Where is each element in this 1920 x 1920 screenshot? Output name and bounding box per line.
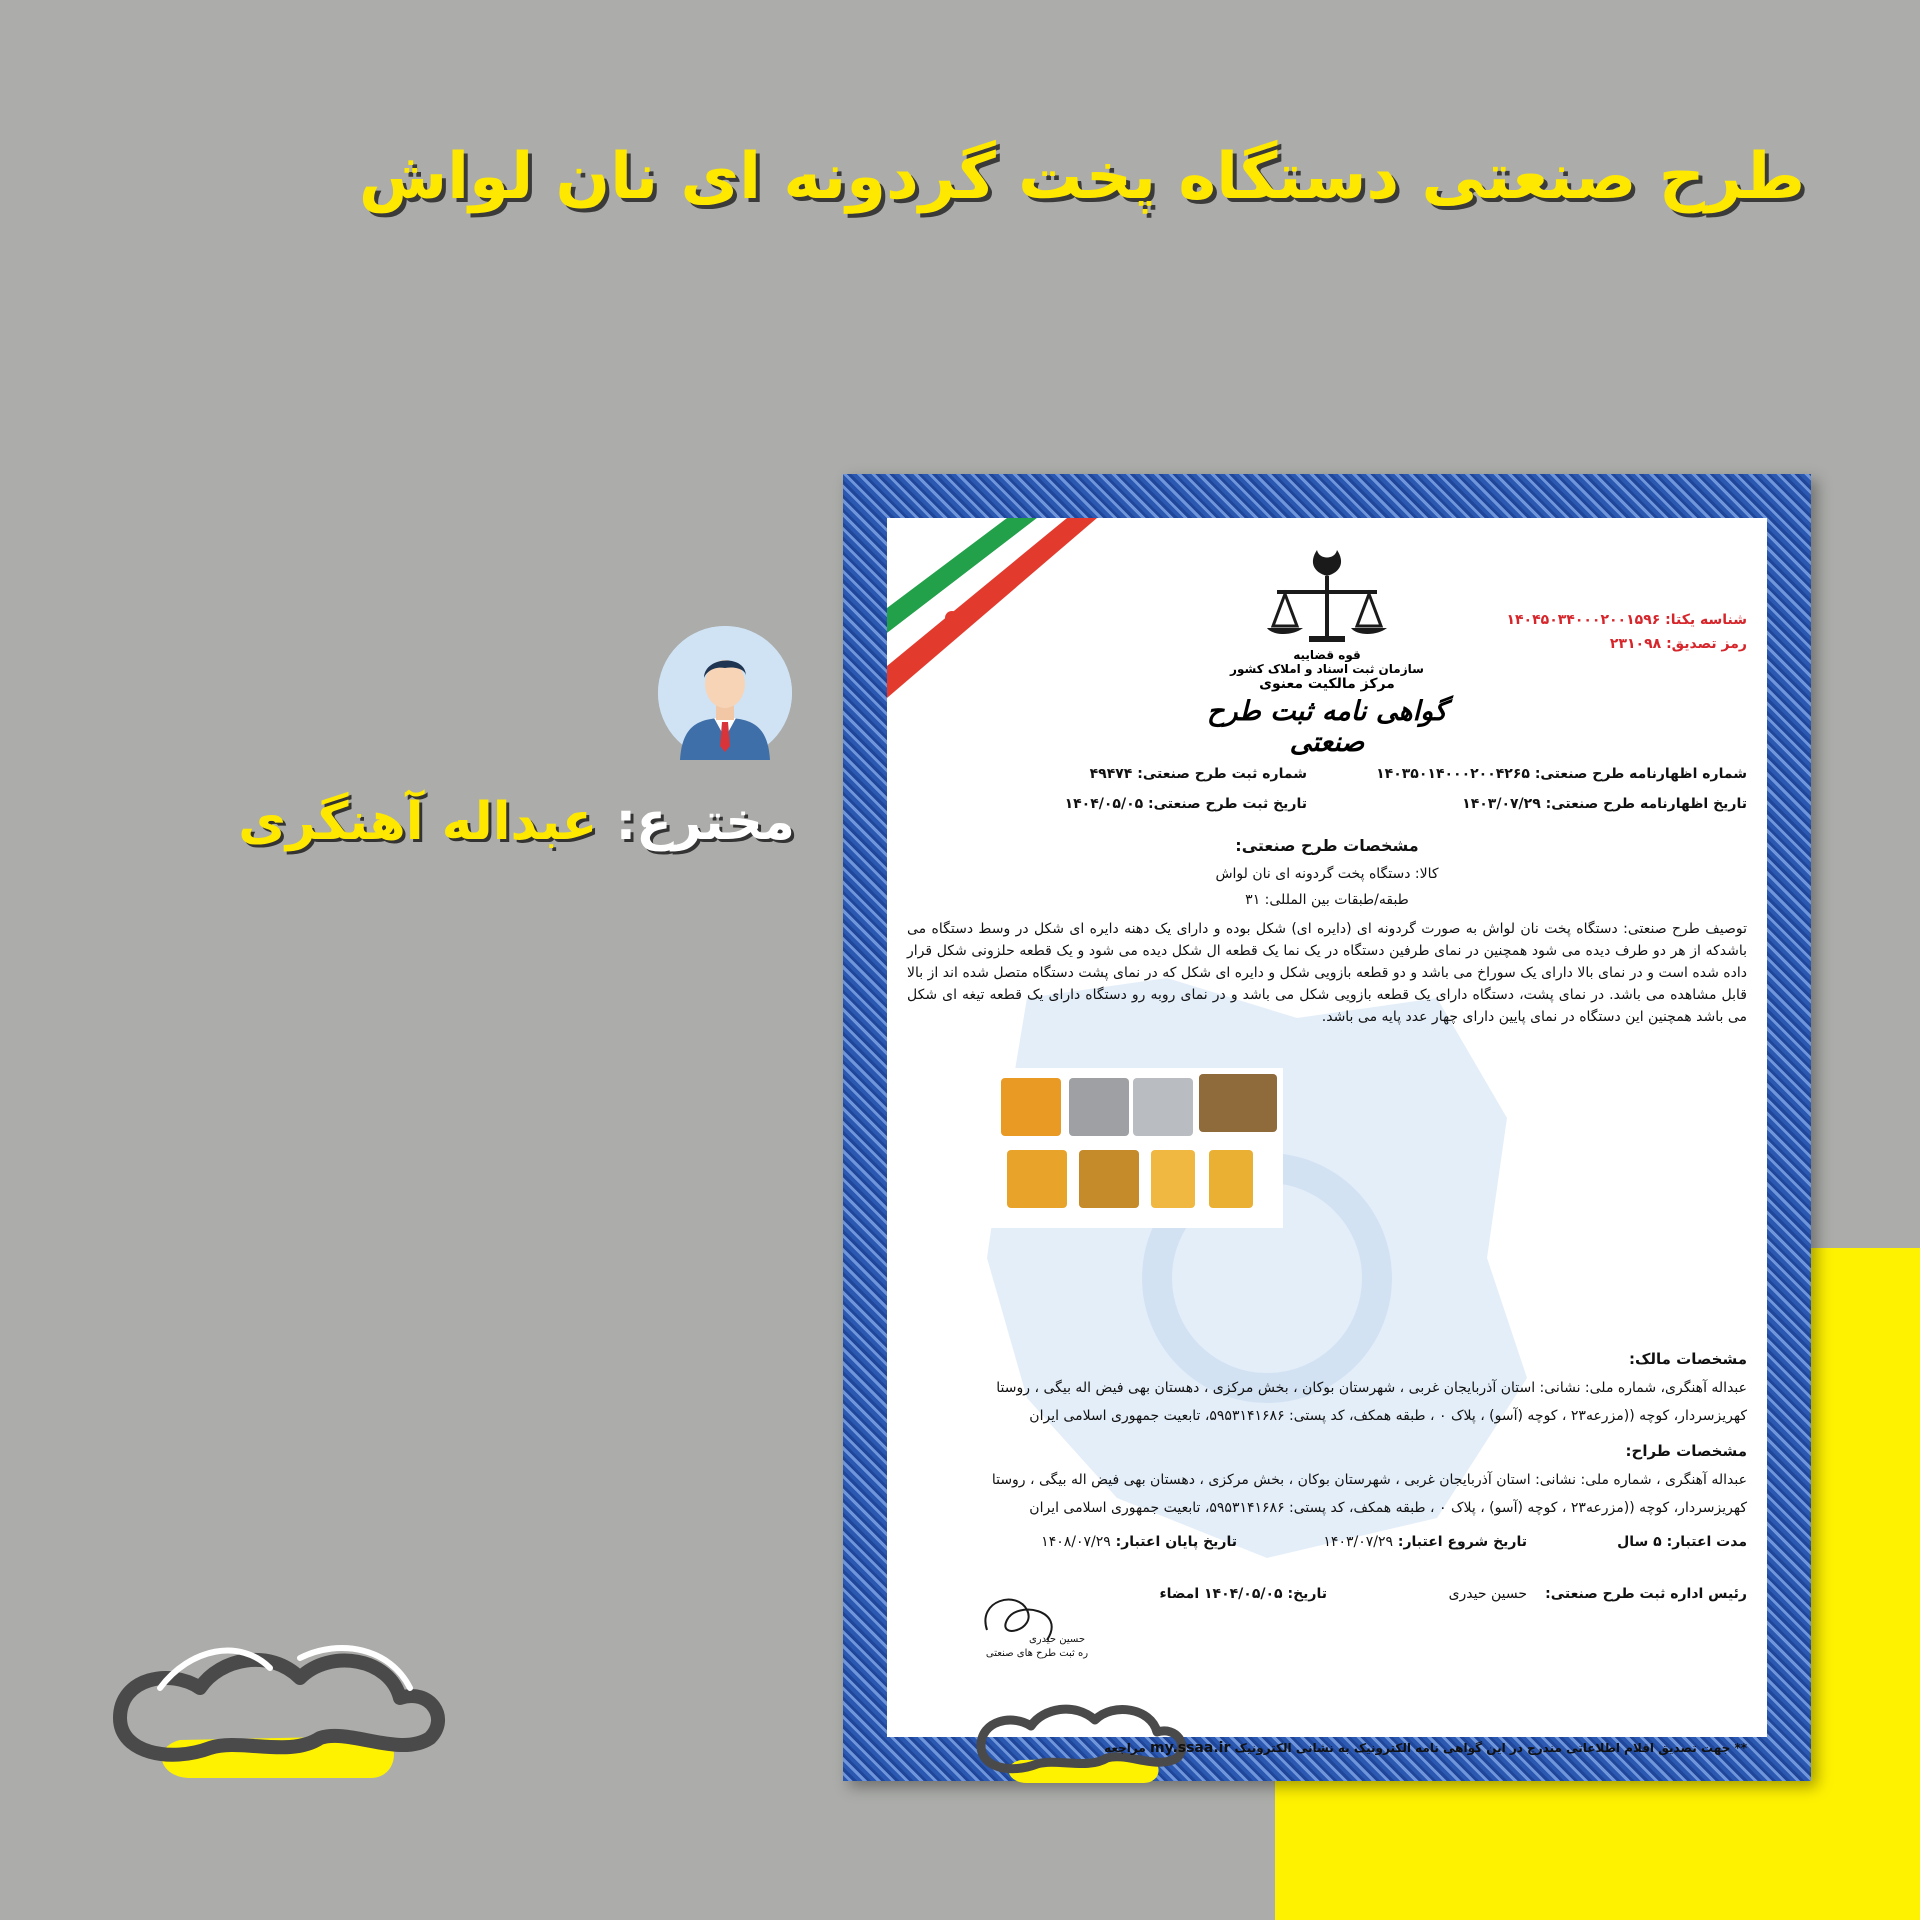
validity-label: مدت اعتبار: <box>1666 1534 1747 1550</box>
validity-end-row <box>1041 1534 1237 1550</box>
registration-date-label: تاریخ ثبت طرح صنعتی: <box>1148 796 1307 812</box>
declaration-date-value: ۱۴۰۳/۰۷/۲۹ <box>1462 796 1541 812</box>
iran-flag-icon <box>887 518 1107 748</box>
org-line-2: سازمان ثبت اسناد و املاک کشور <box>1230 662 1424 676</box>
declaration-date-row <box>1462 796 1747 812</box>
unique-id-label: شناسه یکتا: <box>1665 612 1747 628</box>
machine-photo <box>1133 1078 1193 1136</box>
footnote-end: مراجعه <box>1104 1741 1146 1755</box>
registration-date-row <box>1065 796 1307 812</box>
validity-start-label: تاریخ شروع اعتبار: <box>1397 1534 1527 1550</box>
registration-no-value: ۴۹۴۷۴ <box>1089 766 1133 782</box>
validity-end-label: تاریخ پایان اعتبار: <box>1115 1534 1237 1550</box>
owner-line-1: عبداله آهنگری، شماره ملی: نشانی: استان آذربایجان غربی ، شهرستان بوکان ، بخش مرکزی ، دهستان بهی فیض اله بیگی ، روستا <box>996 1380 1747 1396</box>
org-line-3: مرکز مالکیت معنوی <box>1259 676 1395 692</box>
inventor-line <box>95 792 795 852</box>
declaration-date-label: تاریخ اظهارنامه طرح صنعتی: <box>1545 796 1747 812</box>
machine-photo <box>1001 1078 1061 1136</box>
designer-heading: مشخصات طراح: <box>1625 1442 1747 1460</box>
declaration-no-value: ۱۴۰۳۵۰۱۴۰۰۰۲۰۰۴۲۶۵ <box>1376 766 1530 782</box>
head-of-office-name: حسین حیدری <box>1448 1586 1527 1602</box>
validity-value: ۵ سال <box>1617 1534 1662 1550</box>
org-line-1: قوه قضاییه <box>1293 648 1361 662</box>
page-title: طرح صنعتی دستگاه پخت گردونه ای نان لواش <box>358 140 1805 214</box>
footnote-text: ** جهت تصدیق اقلام اطلاعاتی مندرج در این گواهی نامه الکترونیک به نشانی الکترونیک <box>1234 1741 1747 1755</box>
signing-date-value: ۱۴۰۴/۰۵/۰۵ <box>1204 1586 1283 1602</box>
certificate <box>843 474 1811 1781</box>
machine-photo <box>1199 1074 1277 1132</box>
inventor-label: مخترع: <box>615 792 795 852</box>
brand-logo-icon <box>100 1628 460 1808</box>
signature-title: ره ثبت طرح های صنعتی <box>985 1648 1089 1659</box>
footnote-url: my.ssaa.ir <box>1150 1740 1231 1756</box>
signature-icon <box>947 1590 1127 1670</box>
machine-photo <box>1007 1150 1067 1208</box>
designer-line-1: عبداله آهنگری ، شماره ملی: نشانی: استان آذربایجان غربی ، شهرستان بوکان ، بخش مرکزی ، دهستان بهی فیض اله بیگی ، روستا <box>991 1472 1747 1488</box>
designer-line-2: کهریزسردار، کوچه ((مزرعه۲۳ ، کوچه (آسو) ، پلاک ۰ ، طبقه همکف، کد پستی: ۵۹۵۳۱۴۱۶۸۶، تابعیت جمهوری اسلامی ایران <box>1029 1500 1747 1516</box>
verify-code-row <box>1610 636 1747 652</box>
verify-code-value: ۲۳۱۰۹۸ <box>1609 636 1662 652</box>
validity-start-row <box>1323 1534 1527 1550</box>
specs-heading: مشخصات طرح صنعتی: <box>1235 836 1419 855</box>
unique-id-row <box>1506 612 1747 628</box>
signing-date-label: تاریخ: <box>1287 1586 1327 1602</box>
design-description: توصیف طرح صنعتی: دستگاه پخت نان لواش به صورت گردونه ای (دایره ای) شکل بوده و دارای یک دهنه دایره ای شکل در وسط دستگاه می باشدکه از هر دو طرف دیده می شود همچنین در نمای طرفین دستگاه در یک نما یک قطعه ال شکل دیده می شود و یک قطعه حلزونی شکل قرار داده شده است و در نمای بالا دارای یک سوراخ می باشد و دو قطعه بازویی شکل و دایره ای شکل که در نمای پشت دستگاه متصل شده اند از بالا قابل مشاهده می باشد. در نمای پشت، دستگاه دارای یک قطعه بازویی شکل می باشد و در نمای روبه رو دستگاه دارای یک قطعه تیغه ای شکل می باشد همچنین این دستگاه در نمای پایین دارای چهار عدد پایه می باشد. <box>907 921 1747 1025</box>
signature-name: حسین حیدری <box>1028 1634 1085 1645</box>
registration-no-row <box>1090 766 1307 782</box>
machine-photo <box>1209 1150 1253 1208</box>
issuing-organization <box>1207 648 1447 692</box>
certificate-title: گواهی نامه ثبت طرح صنعتی <box>1207 696 1447 758</box>
judiciary-emblem-icon <box>1237 542 1417 662</box>
head-of-office-label: رئیس اداره ثبت طرح صنعتی: <box>1545 1586 1747 1602</box>
registration-date-value: ۱۴۰۴/۰۵/۰۵ <box>1064 796 1144 812</box>
certificate-page <box>887 518 1767 1756</box>
class-line: طبقه/طبقات بین المللی: ۳۱ <box>1245 892 1409 908</box>
machine-photo <box>1151 1150 1195 1208</box>
validity-end-value: ۱۴۰۸/۰۷/۲۹ <box>1041 1534 1111 1550</box>
goods-line: کالا: دستگاه پخت گردونه ای نان لواش <box>1215 866 1439 882</box>
inventor-name: عبداله آهنگری <box>238 792 598 852</box>
owner-heading: مشخصات مالک: <box>1629 1350 1747 1368</box>
validity-start-value: ۱۴۰۳/۰۷/۲۹ <box>1323 1534 1393 1550</box>
signature-label: امضاء <box>1159 1586 1200 1602</box>
unique-id-value: ۱۴۰۴۵۰۳۴۰۰۰۲۰۰۱۵۹۶ <box>1506 612 1661 628</box>
signing-date-row <box>1159 1586 1327 1602</box>
declaration-no-label: شماره اظهارنامه طرح صنعتی: <box>1534 766 1747 782</box>
registration-no-label: شماره ثبت طرح صنعتی: <box>1137 766 1307 782</box>
inventor-avatar-icon <box>658 626 792 760</box>
validity-row <box>1617 1534 1747 1550</box>
machine-photo <box>1069 1078 1129 1136</box>
footnote <box>1104 1740 1747 1756</box>
verify-code-label: رمز تصدیق: <box>1666 636 1747 652</box>
machine-photos <box>983 1068 1283 1228</box>
machine-photo <box>1079 1150 1139 1208</box>
owner-line-2: کهریزسردار، کوچه ((مزرعه۲۳ ، کوچه (آسو) ، پلاک ۰ ، طبقه همکف، کد پستی: ۵۹۵۳۱۴۱۶۸۶، تابعیت جمهوری اسلامی ایران <box>1029 1408 1747 1424</box>
declaration-no-row <box>1376 766 1747 782</box>
